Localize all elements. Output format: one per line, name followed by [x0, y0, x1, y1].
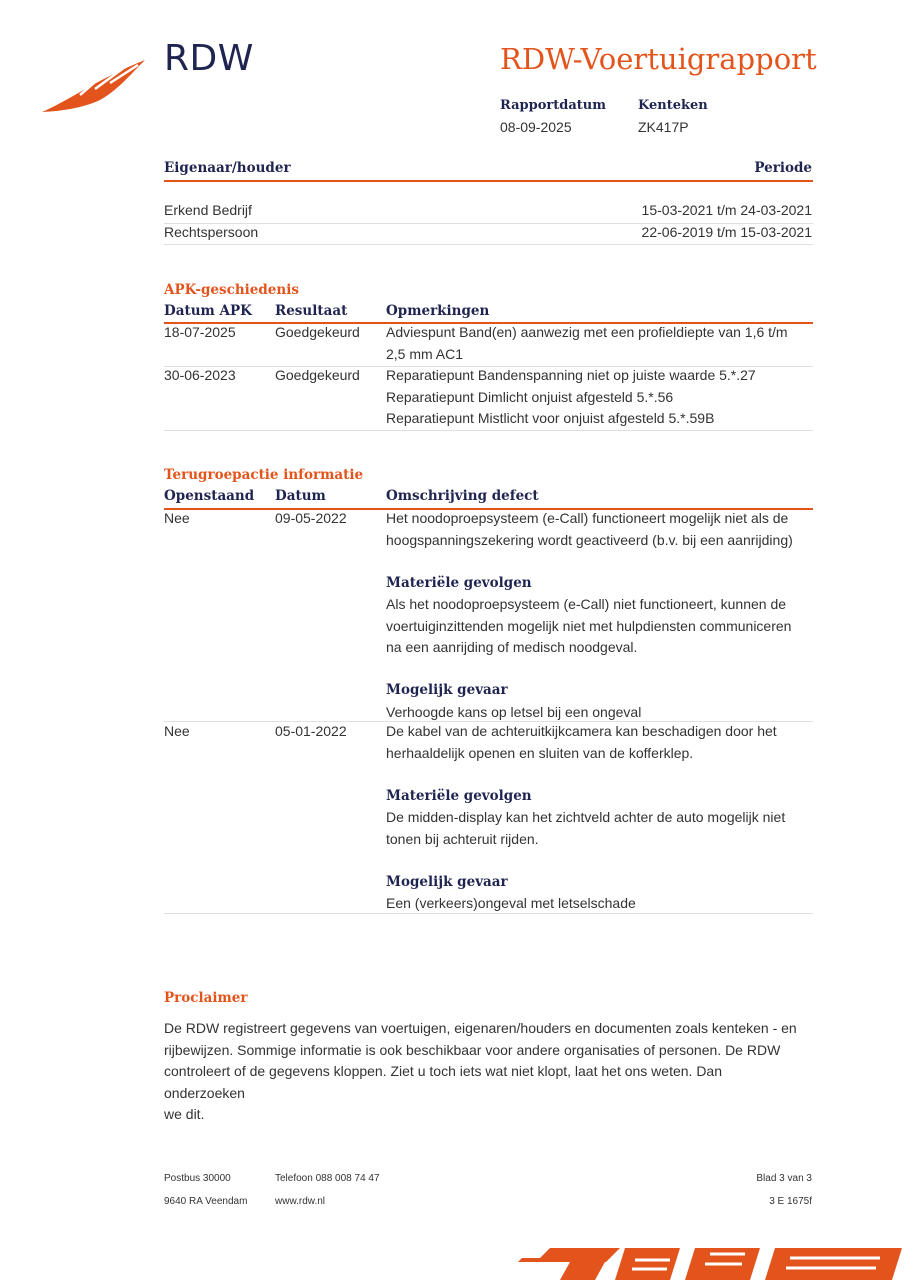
desc-line: hoogspanningszekering wordt geactiveerd (b.v. bij een aanrijding) — [386, 531, 793, 548]
owners-col-period: Periode — [754, 160, 812, 176]
proclaimer-line: De RDW registreert gegevens van voertuigen, eigenaren/houders en documenten zoals kenteken - en — [164, 1020, 797, 1036]
desc-line: herhaaldelijk openen en sluiten van de kofferklep. — [386, 744, 694, 761]
owners-col-owner: Eigenaar/houder — [164, 160, 291, 176]
owner-cell: Erkend Bedrijf — [164, 202, 252, 218]
danger-text: Een (verkeers)ongeval met letselschade — [386, 895, 636, 911]
decorative-stripes-icon — [510, 1240, 904, 1280]
danger-text: Verhoogde kans op letsel bij een ongeval — [386, 703, 642, 720]
recall-date-cell: 05-01-2022 — [275, 723, 347, 739]
divider — [164, 180, 813, 182]
divider — [164, 430, 813, 431]
period-cell: 22-06-2019 t/m 15-03-2021 — [641, 224, 812, 240]
consequences-line: tonen bij achteruit rijden. — [386, 830, 539, 847]
report-title: RDW-Voertuigrapport — [500, 42, 817, 76]
apk-remarks-cell — [386, 365, 806, 430]
recall-desc-cell — [386, 508, 811, 723]
apk-col-result: Resultaat — [275, 303, 348, 319]
plate-label: Kenteken — [638, 98, 708, 113]
footer-phone: Telefoon 088 008 74 47 — [275, 1173, 380, 1184]
apk-result-cell: Goedgekeurd — [275, 324, 360, 340]
plate-value: ZK417P — [638, 119, 689, 135]
danger-heading: Mogelijk gevaar — [386, 682, 508, 698]
footer-postcode: 9640 RA Veendam — [164, 1196, 248, 1207]
footer-page: Blad 3 van 3 — [756, 1173, 812, 1184]
owner-cell: Rechtspersoon — [164, 224, 259, 240]
consequences-line: voertuiginzittenden mogelijk niet met hulpdiensten communiceren — [386, 617, 792, 634]
remark-line: Reparatiepunt Dimlicht onjuist afgesteld 5.*.56 — [386, 388, 674, 405]
footer-code: 3 E 1675f — [769, 1196, 812, 1207]
remark-line: Adviespunt Band(en) aanwezig met een profieldiepte van 1,6 t/m — [386, 324, 788, 340]
recall-col-date: Datum — [275, 488, 326, 504]
rdw-feather-logo-icon — [40, 55, 150, 115]
consequences-heading: Materiële gevolgen — [386, 787, 532, 804]
recall-desc-cell — [386, 721, 811, 915]
recall-open-cell: Nee — [164, 510, 190, 526]
desc-line: De kabel van de achteruitkijkcamera kan beschadigen door het — [386, 723, 777, 739]
apk-date-cell: 30-06-2023 — [164, 367, 236, 383]
recall-title: Terugroepactie informatie — [164, 467, 364, 483]
apk-result-cell: Goedgekeurd — [275, 367, 360, 383]
desc-line: Het noodoproepsysteem (e-Call) functioneert mogelijk niet als de — [386, 510, 789, 526]
recall-open-cell: Nee — [164, 723, 190, 739]
recall-date-cell: 09-05-2022 — [275, 510, 347, 526]
report-date-label: Rapportdatum — [500, 98, 606, 113]
apk-date-cell: 18-07-2025 — [164, 324, 236, 340]
proclaimer-line: we dit. — [164, 1106, 205, 1122]
consequences-line: na een aanrijding of medisch noodgeval. — [386, 639, 638, 655]
divider — [164, 244, 813, 245]
logo-text: RDW — [164, 38, 254, 79]
apk-col-date: Datum APK — [164, 303, 252, 319]
proclaimer-title: Proclaimer — [164, 990, 248, 1006]
divider — [164, 913, 813, 914]
recall-col-desc: Omschrijving defect — [386, 488, 539, 504]
consequences-line: De midden-display kan het zichtveld achter de auto mogelijk niet — [386, 809, 786, 825]
remark-line: Reparatiepunt Bandenspanning niet op juiste waarde 5.*.27 — [386, 367, 756, 383]
recall-col-open: Openstaand — [164, 488, 255, 504]
consequences-heading: Materiële gevolgen — [386, 574, 532, 591]
proclaimer-line: rijbewijzen. Sommige informatie is ook beschikbaar voor andere organisaties of personen. De RDW — [164, 1041, 781, 1058]
remark-line: 2,5 mm AC1 — [386, 345, 464, 362]
period-cell: 15-03-2021 t/m 24-03-2021 — [641, 202, 812, 218]
consequences-line: Als het noodoproepsysteem (e-Call) niet functioneert, kunnen de — [386, 596, 787, 612]
proclaimer-line: controleert of de gegevens kloppen. Ziet u toch iets wat niet klopt, laat het ons weten. Dan onderzoeken — [164, 1063, 723, 1101]
footer-postbus: Postbus 30000 — [164, 1173, 231, 1184]
apk-title: APK-geschiedenis — [164, 282, 299, 298]
apk-col-remarks: Opmerkingen — [386, 303, 490, 319]
remark-line: Reparatiepunt Mistlicht voor onjuist afgesteld 5.*.59B — [386, 410, 715, 426]
report-date-value: 08-09-2025 — [500, 119, 572, 135]
apk-remarks-cell — [386, 322, 806, 365]
danger-heading: Mogelijk gevaar — [386, 873, 508, 890]
proclaimer-text — [164, 1018, 804, 1126]
footer-web: www.rdw.nl — [275, 1196, 326, 1207]
